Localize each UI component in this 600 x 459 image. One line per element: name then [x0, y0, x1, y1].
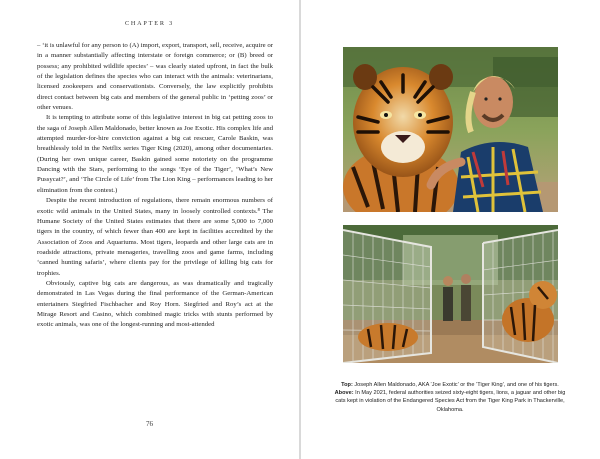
- caption-top: [330, 381, 570, 389]
- paragraph-3: Despite the recent introduction of regulations, there remain enormous numbers of exotic wild animals in the United States, many in loosely controlled contexts.⁸ The Humane Society of the United States estimates that there are some 5,000 to 7,000 tigers in the country, of which fewer than 400 are kept in facilities accredited by the Association of Zoos and Aquariums. Most tigers, leopards and other large cats are in roadside attractions, private menageries, travelling zoos and game farms, including ‘canned hunting safaris’, where clients pay for the privilege of killing big cats for trophies.: [37, 197, 273, 277]
- paragraph-2: It is tempting to attribute some of this legislative interest in big cat petting zoos to the saga of Joseph Allen Maldonado, better known as Joe Exotic. His complex life and attempted murder-for-hire conviction against a big cat rescuer, Carole Baskin, was breathlessly told in the Netflix series Tiger King (2020), among other documentaries. (During her own unique career, Baskin gained some notoriety on the programme Dancing with the Stars, performing to the songs ‘Eye of the Tiger’, ‘What’s New Pussycat?’, and ‘The Circle of Life’ from The Lion King – performances leading to her elimination from the contest.): [37, 114, 273, 194]
- photo-joe-exotic-with-tiger: [343, 47, 558, 212]
- photo-tigers-in-cages: [343, 225, 558, 363]
- page-number: 76: [146, 420, 153, 428]
- caption-top-label: Top:: [341, 382, 353, 388]
- caption-top-text: Joseph Allen Maldonado, AKA ‘Joe Exotic’ or the ‘Tiger King’, and one of his tigers.: [352, 382, 559, 388]
- caption-above-text: In May 2021, federal authorities seized sixty-eight tigers, lions, a jaguar and other big cats kept in violation of the Endangered Species Act from the Tiger King Park in Thackerville, Oklahoma.: [335, 390, 566, 413]
- running-head: CHAPTER 3: [124, 20, 175, 27]
- body-text: [37, 41, 273, 331]
- caption-above: [330, 389, 570, 414]
- caption-above-label: Above:: [334, 390, 354, 397]
- paragraph-1: – ‘it is unlawful for any person to (A) import, export, transport, sell, receive, acquire or in a manner substantially affecting interstate or foreign commerce; or (B) breed or possess; any prohibited wildlife species’ – was clearly stated upfront, in fact the bulk of the legislation defines the species who can interact with the animals: veterinarians, licensed zookeepers and conservationists. Conversely, the law explicitly prohibits direct contact between big cats and members of the general public in ‘petting zoos’ or other venues.: [37, 42, 273, 112]
- photo-caption: [330, 381, 570, 414]
- paragraph-4: Obviously, captive big cats are dangerous, as was dramatically and tragically demonstrated in Las Vegas during the final performance of the German-American entertainers Siegfried Fischbacher and Roy Horn. Siegfried and Roy’s act at the Mirage Resort and Casino, which combined magic tricks with stunts performed by exotic animals, was one of the longest-running and most-attended: [37, 279, 273, 329]
- left-page: [0, 0, 299, 459]
